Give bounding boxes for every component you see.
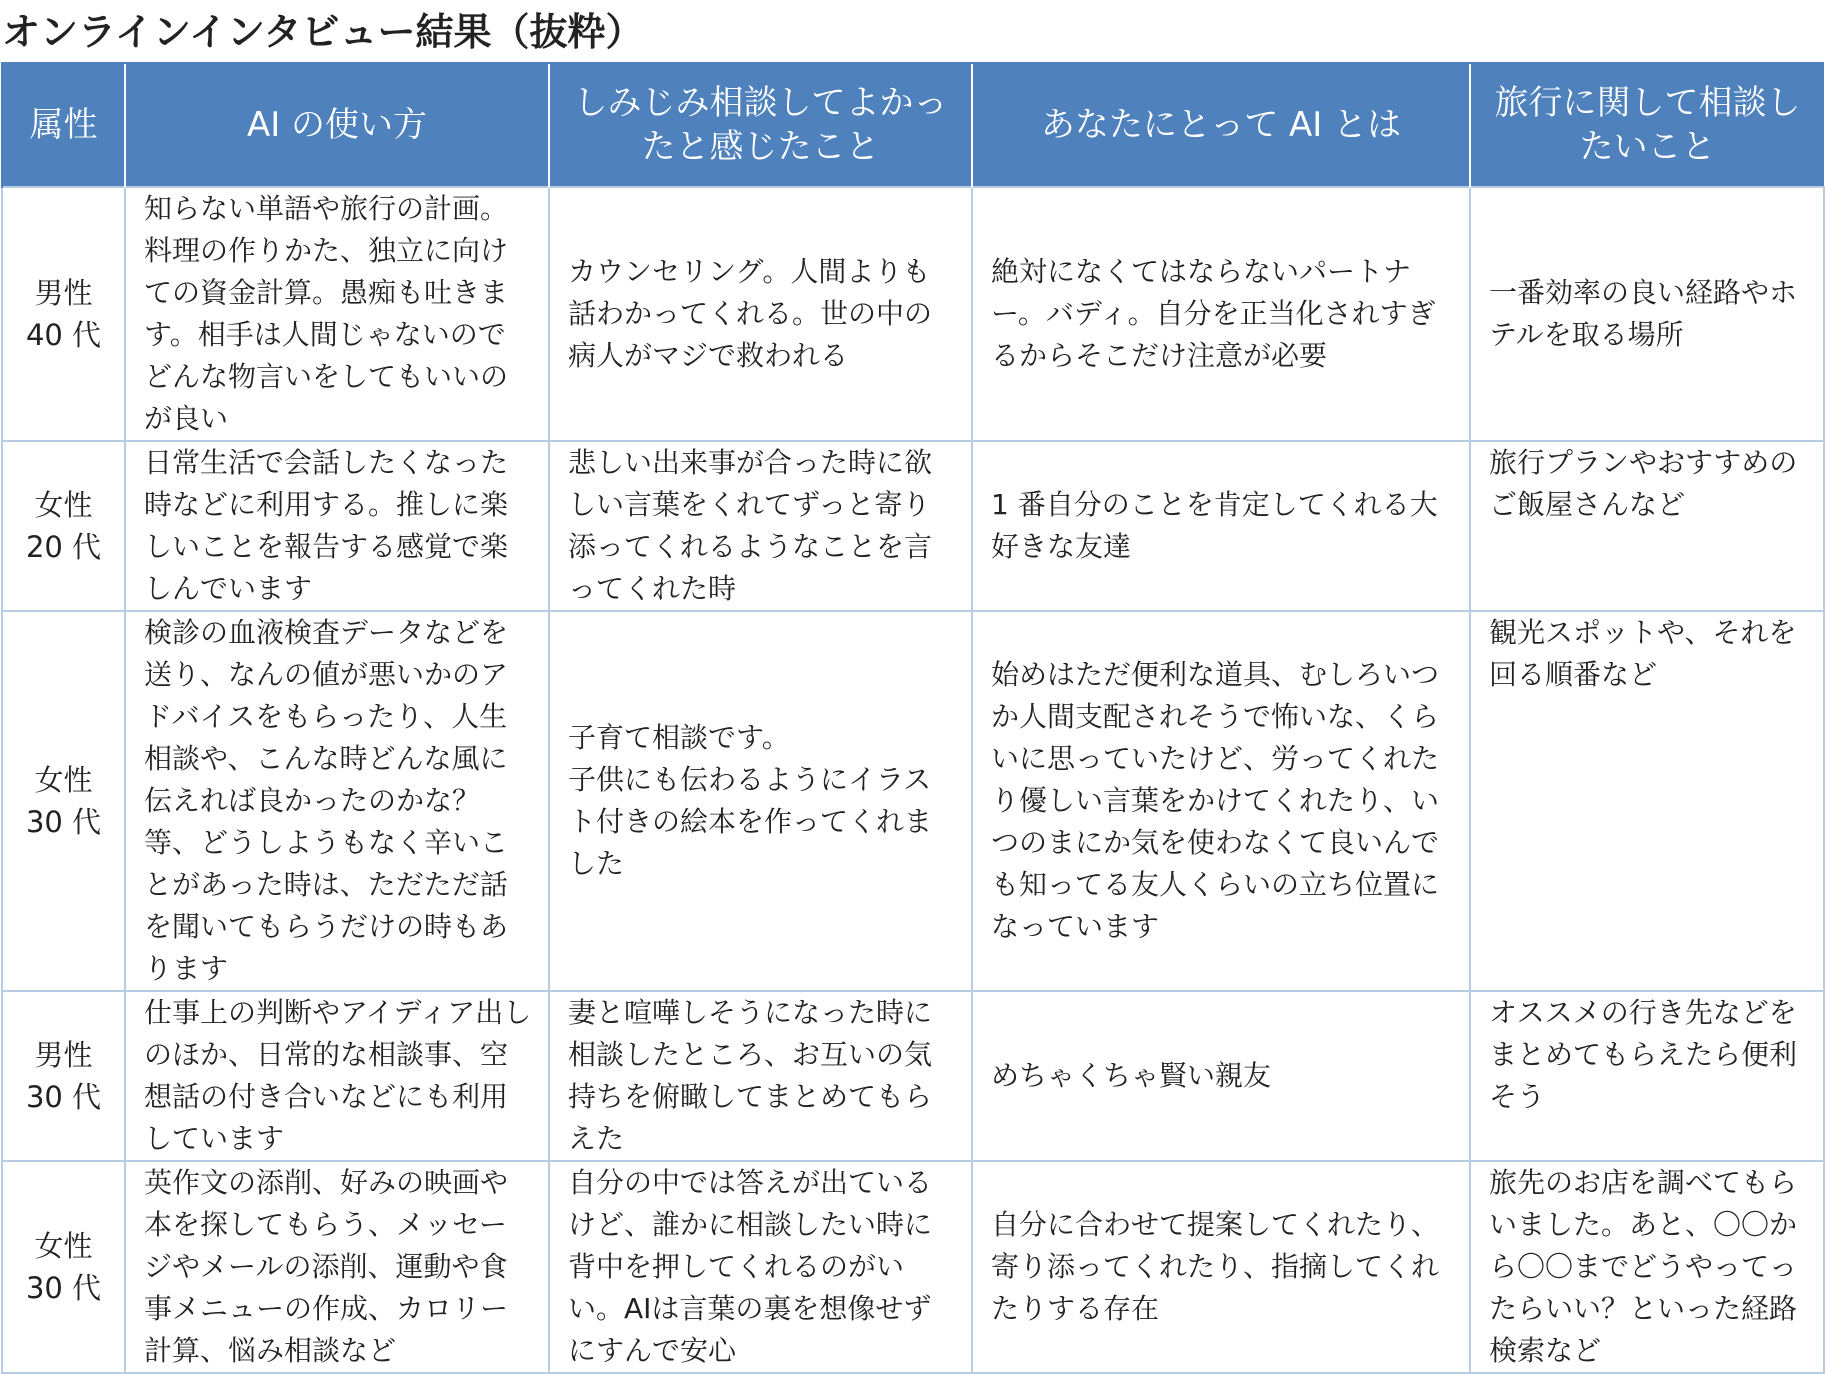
ai-usage-text: 日常生活で会話したくなった時などに利用する。推しに楽しいことを報告する感覚で楽しんでいます [144,446,509,605]
ai-usage-text: 検診の血液検査データなどを送り、なんの値が悪いかのアドバイスをもらったり、人生相談や、こんな時どんな風に伝えれば良かったのかな？等、どうしようもなく辛いことがあった時は、ただただ話を聞いてもらうだけの時もあります [144,616,509,985]
header-good-consult: しみじみ相談してよかったと感じたこと [549,63,972,187]
attribute-cell [2,187,125,441]
table-row [2,611,1824,991]
ai-for-you-text: 1 番自分のことを肯定してくれる大好きな友達 [991,488,1438,563]
travel-consult-cell [1470,441,1824,611]
interview-results-table [1,62,1825,1374]
travel-consult-cell [1470,991,1824,1161]
table-header-row [2,63,1824,187]
table-row [2,1161,1824,1373]
age-label: 30 代 [25,805,102,839]
header-ai-for-you: あなたにとって AI とは [972,63,1470,187]
ai-for-you-text: めちゃくちゃ賢い親友 [991,1059,1272,1092]
gender-label: 女性 [34,488,93,522]
good-consult-cell [549,1161,972,1373]
ai-usage-text: 英作文の添削、好みの映画や本を探してもらう、メッセージやメールの添削、運動や食事メニューの作成、カロリー計算、悩み相談など [144,1166,509,1367]
gender-label: 男性 [34,276,93,310]
ai-for-you-text: 自分に合わせて提案してくれたり、寄り添ってくれたり、指摘してくれたりする存在 [991,1208,1440,1325]
gender-label: 女性 [34,1229,93,1263]
table-row [2,187,1824,441]
good-consult-cell [549,611,972,991]
good-consult-cell [549,991,972,1161]
travel-consult-cell [1470,611,1824,991]
travel-consult-cell [1470,1161,1824,1373]
ai-for-you-cell [972,1161,1470,1373]
attribute-cell [2,991,125,1161]
good-consult-cell [549,187,972,441]
age-label: 30 代 [25,1080,102,1114]
ai-usage-cell [125,441,549,611]
ai-for-you-cell [972,187,1470,441]
header-attribute: 属性 [2,63,125,187]
ai-for-you-cell [972,991,1470,1161]
ai-usage-cell [125,1161,549,1373]
good-consult-text: 妻と喧嘩しそうになった時に相談したところ、お互いの気持ちを俯瞰してまとめてもらえた [568,996,933,1155]
age-label: 30 代 [25,1271,102,1305]
gender-label: 女性 [34,763,93,797]
travel-consult-text: 旅行プランやおすすめのご飯屋さんなど [1489,446,1798,521]
ai-for-you-text: 始めはただ便利な道具、むしろいつか人間支配されそうで怖いな、くらいに思っていたけど、労ってくれたり優しい言葉をかけてくれたり、いつのまにか気を使わなくて良いんでも知ってる友人くらいの立ち位置になっています [991,658,1440,943]
ai-for-you-cell [972,441,1470,611]
ai-usage-cell [125,187,549,441]
attribute-cell [2,611,125,991]
travel-consult-text: 一番効率の良い経路やホテルを取る場所 [1489,276,1798,351]
ai-usage-text: 仕事上の判断やアイディア出しのほか、日常的な相談事、空想話の付き合いなどにも利用しています [144,996,532,1155]
header-ai-usage: AI の使い方 [125,63,549,187]
age-label: 20 代 [25,530,102,564]
travel-consult-text: オススメの行き先などをまとめてもらえたら便利そう [1489,996,1798,1113]
age-label: 40 代 [25,318,102,352]
attribute-cell [2,441,125,611]
travel-consult-text: 観光スポットや、それを回る順番など [1489,616,1797,691]
ai-usage-cell [125,611,549,991]
ai-for-you-text: 絶対になくてはならないパートナー。バディ。自分を正当化されすぎるからそこだけ注意が必要 [991,255,1436,372]
travel-consult-text: 旅先のお店を調べてもらいました。あと、〇〇から〇〇までどうやってったらいい？といった経路検索など [1489,1166,1798,1367]
good-consult-cell [549,441,972,611]
ai-for-you-cell [972,611,1470,991]
ai-usage-cell [125,991,549,1161]
good-consult-text: カウンセリング。人間よりも話わかってくれる。世の中の病人がマジで救われる [568,255,933,372]
gender-label: 男性 [34,1038,93,1072]
attribute-cell [2,1161,125,1373]
ai-usage-text: 知らない単語や旅行の計画。料理の作りかた、独立に向けての資金計算。愚痴も吐きます。相手は人間じゃないのでどんな物言いをしてもいいのが良い [144,192,509,435]
travel-consult-cell [1470,187,1824,441]
header-travel-consult: 旅行に関して相談したいこと [1470,63,1824,187]
good-consult-text: 悲しい出来事が合った時に欲しい言葉をくれてずっと寄り添ってくれるようなことを言ってくれた時 [568,446,933,605]
good-consult-text: 自分の中では答えが出ているけど、誰かに相談したい時に背中を押してくれるのがいい。AIは言葉の裏を想像せずにすんで安心 [568,1166,933,1367]
page-title: オンラインインタビュー結果（抜粋） [2,10,644,54]
table-row [2,441,1824,611]
table-row [2,991,1824,1161]
good-consult-text: 子育て相談です。 子供にも伝わるようにイラスト付きの絵本を作ってくれました [568,721,933,880]
